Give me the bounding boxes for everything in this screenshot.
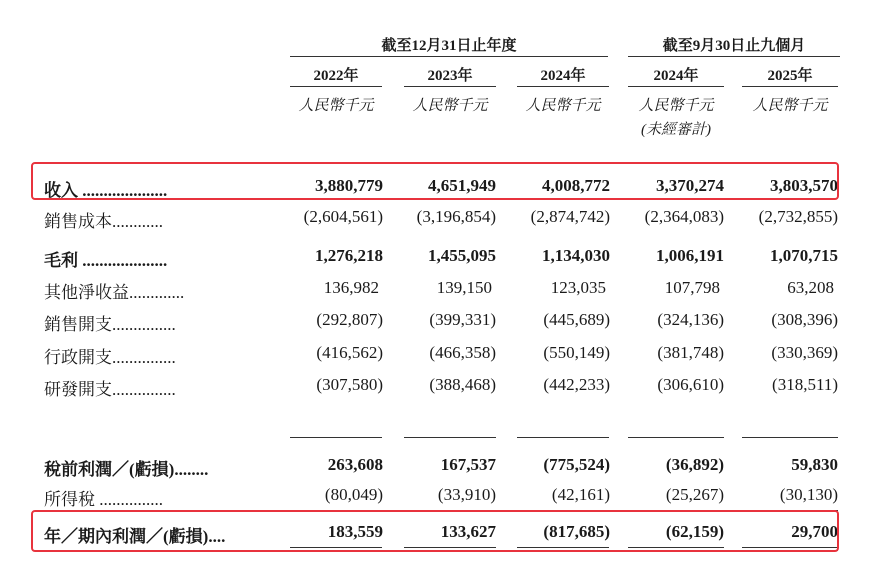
year-header-2022: 2022年 (313, 68, 359, 84)
cell-tax-2022: (80,049) (324, 485, 383, 504)
group-underline-1 (290, 56, 608, 57)
cell-profit-2023: 133,627 (440, 522, 496, 541)
cell-admin-2024-9m: (381,748) (657, 343, 724, 362)
cell-admin-2023: (466,358) (429, 343, 496, 362)
group-header-year-ended: 截至12月31日止年度 (381, 38, 517, 54)
cell-gross-2024: 1,134,030 (542, 246, 610, 265)
cell-cost-2025-9m: (2,732,855) (758, 207, 838, 226)
cell-profit-2025-9m: 29,700 (791, 522, 838, 541)
unaudited-label: (未經審計) (641, 122, 711, 138)
cell-rd-2022: (307,580) (316, 375, 383, 394)
group-underline-2 (628, 56, 840, 57)
year-underline (628, 86, 724, 87)
cell-gross-2024-9m: 1,006,191 (656, 246, 724, 265)
subtotal-rule (404, 437, 496, 438)
row-label-rd-expenses: 研發開支............... (44, 380, 176, 399)
cell-gross-2023: 1,455,095 (428, 246, 496, 265)
cell-profit-2024-9m: (62,159) (665, 522, 724, 541)
cell-other-income-2023: 139,150 (436, 278, 492, 297)
cell-cost-2024: (2,874,742) (530, 207, 610, 226)
row-label-selling-expenses: 銷售開支............... (44, 315, 176, 334)
cell-rd-2024-9m: (306,610) (657, 375, 724, 394)
row-label-cost-of-sales: 銷售成本............ (44, 212, 163, 231)
subtotal-rule (628, 437, 724, 438)
cell-pbt-2022: 263,608 (327, 455, 383, 474)
cell-admin-2025-9m: (330,369) (771, 343, 838, 362)
cell-other-income-2024-9m: 107,798 (664, 278, 720, 297)
cell-revenue-2023: 4,651,949 (428, 176, 496, 195)
cell-pbt-2023: 167,537 (440, 455, 496, 474)
cell-cost-2024-9m: (2,364,083) (644, 207, 724, 226)
cell-revenue-2024: 4,008,772 (542, 176, 610, 195)
cell-profit-2022: 183,559 (327, 522, 383, 541)
subtotal-rule (290, 437, 382, 438)
cell-tax-2024-9m: (25,267) (665, 485, 724, 504)
cell-selling-2025-9m: (308,396) (771, 310, 838, 329)
cell-tax-2025-9m: (30,130) (779, 485, 838, 504)
year-header-2023: 2023年 (427, 68, 473, 84)
cell-revenue-2022: 3,880,779 (315, 176, 383, 195)
row-label-revenue: 收入 .................... (44, 181, 168, 200)
cell-gross-2022: 1,276,218 (315, 246, 383, 265)
cell-other-income-2022: 136,982 (323, 278, 379, 297)
cell-cost-2022: (2,604,561) (303, 207, 383, 226)
year-header-2025-nine-months: 2025年 (767, 68, 813, 84)
year-underline (290, 86, 382, 87)
unit-label: 人民幣千元 (525, 98, 601, 114)
year-underline (742, 86, 838, 87)
highlight-box-revenue (31, 162, 839, 200)
cell-gross-2025-9m: 1,070,715 (770, 246, 838, 265)
year-header-2024-nine-months: 2024年 (653, 68, 699, 84)
row-label-profit-before-tax: 稅前利潤／(虧損)........ (44, 460, 209, 479)
cell-other-income-2025-9m: 63,208 (787, 278, 834, 297)
unit-label: 人民幣千元 (412, 98, 488, 114)
row-label-profit-for-period: 年／期內利潤／(虧損).... (44, 527, 226, 546)
group-header-nine-months: 截至9月30日止九個月 (662, 38, 806, 54)
row-label-admin-expenses: 行政開支............... (44, 348, 176, 367)
cell-admin-2022: (416,562) (316, 343, 383, 362)
cell-selling-2024-9m: (324,136) (657, 310, 724, 329)
cell-rd-2023: (388,468) (429, 375, 496, 394)
cell-selling-2022: (292,807) (316, 310, 383, 329)
subtotal-rule (742, 437, 838, 438)
cell-selling-2023: (399,331) (429, 310, 496, 329)
year-underline (404, 86, 496, 87)
cell-cost-2023: (3,196,854) (416, 207, 496, 226)
unit-label: 人民幣千元 (752, 98, 828, 114)
unit-label: 人民幣千元 (638, 98, 714, 114)
row-label-gross-profit: 毛利 .................... (44, 251, 168, 270)
cell-selling-2024: (445,689) (543, 310, 610, 329)
cell-pbt-2024: (775,524) (543, 455, 610, 474)
cell-pbt-2025-9m: 59,830 (791, 455, 838, 474)
subtotal-rule (517, 437, 609, 438)
cell-profit-2024: (817,685) (543, 522, 610, 541)
row-label-other-net-income: 其他淨收益............. (44, 283, 185, 302)
unit-label: 人民幣千元 (298, 98, 374, 114)
cell-revenue-2025-9m: 3,803,570 (770, 176, 838, 195)
cell-rd-2024: (442,233) (543, 375, 610, 394)
cell-rd-2025-9m: (318,511) (772, 375, 838, 394)
cell-pbt-2024-9m: (36,892) (665, 455, 724, 474)
cell-tax-2024: (42,161) (551, 485, 610, 504)
year-header-2024: 2024年 (540, 68, 586, 84)
year-underline (517, 86, 609, 87)
cell-revenue-2024-9m: 3,370,274 (656, 176, 724, 195)
cell-other-income-2024: 123,035 (550, 278, 606, 297)
row-label-income-tax: 所得稅 ............... (44, 490, 163, 509)
highlight-box-profit (31, 510, 839, 552)
cell-admin-2024: (550,149) (543, 343, 610, 362)
cell-tax-2023: (33,910) (437, 485, 496, 504)
